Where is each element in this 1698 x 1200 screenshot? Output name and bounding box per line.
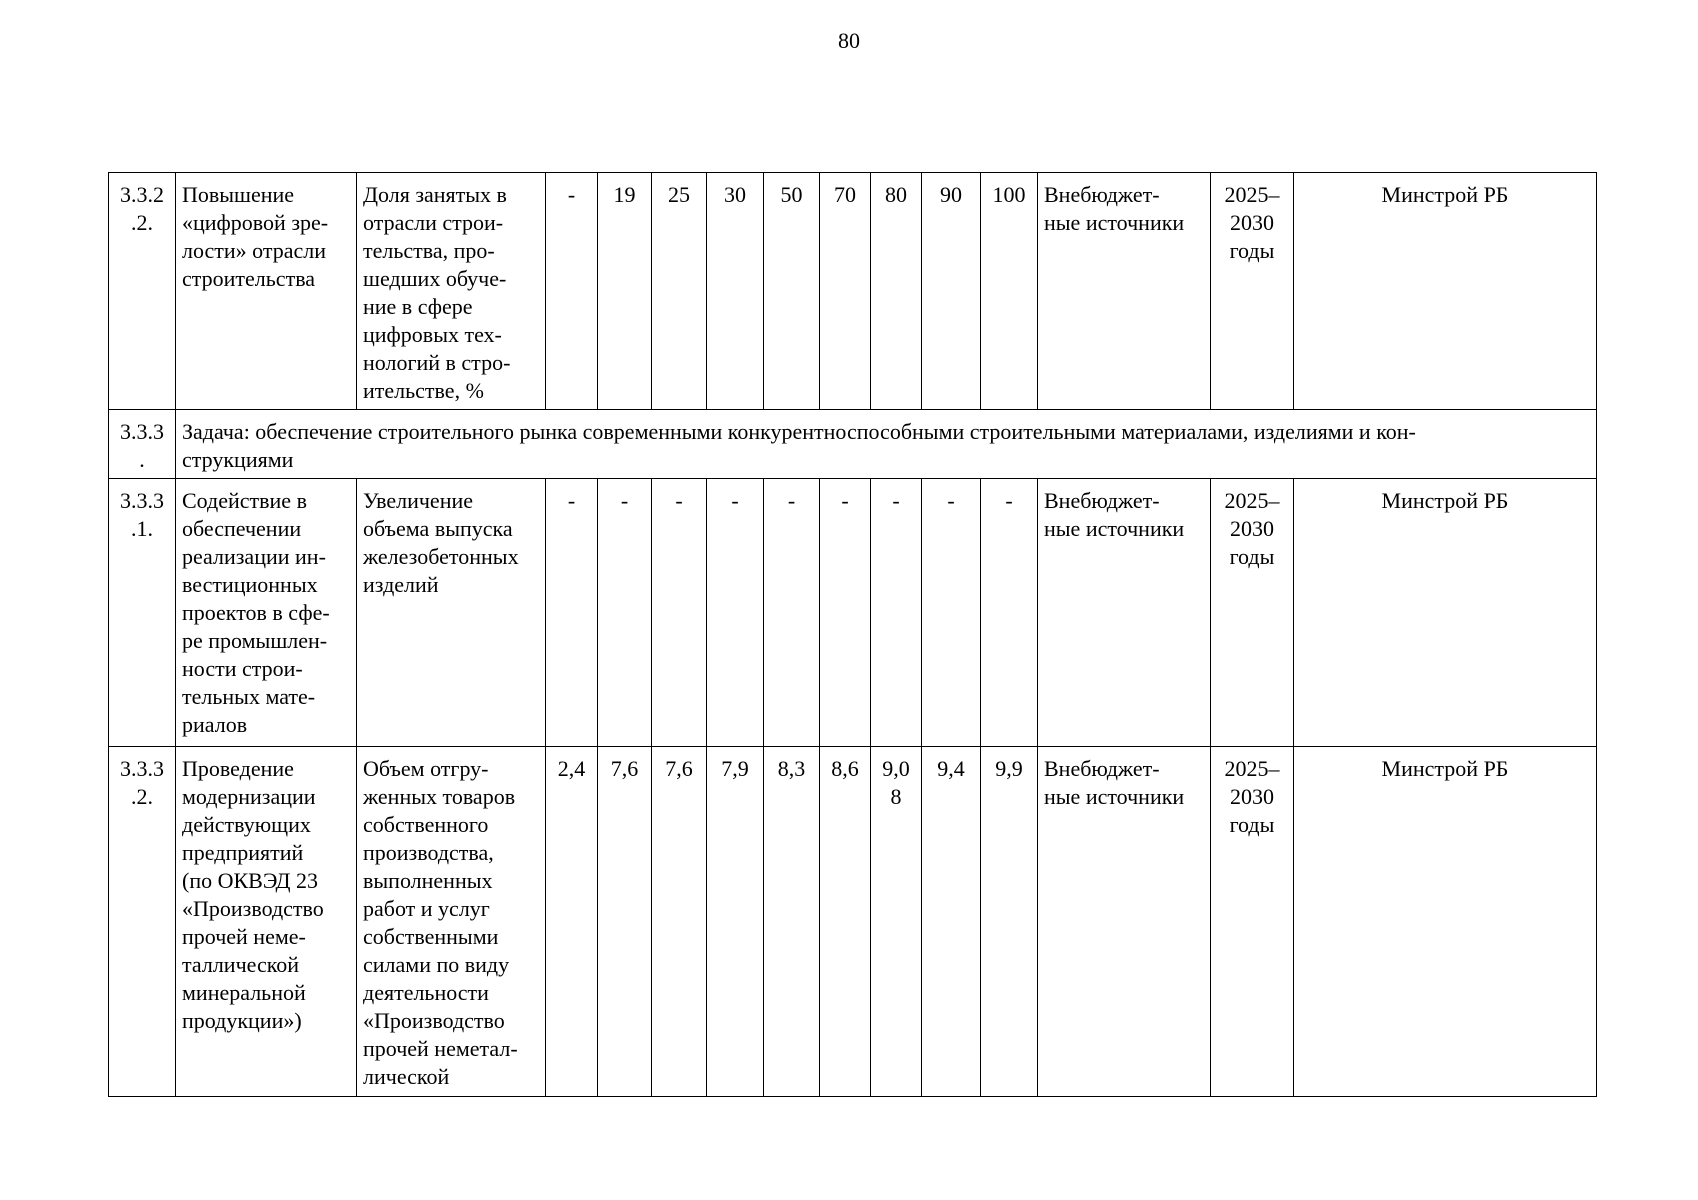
- value-cell: 19: [598, 173, 652, 410]
- funding-source-cell: Внебюджет- ные источники: [1038, 747, 1211, 1097]
- value-cell: 70: [820, 173, 871, 410]
- measure-cell: Повышение «цифровой зре- лости» отрасли строительства: [176, 173, 357, 410]
- measure-cell: Содействие в обеспечении реализации ин- вестиционных проектов в сфе- ре промышлен- ности строи- тельных мате- риалов: [176, 479, 357, 747]
- table-row: [109, 173, 1597, 410]
- value-cell: 7,6: [598, 747, 652, 1097]
- row-number: 3.3.3 .1.: [109, 479, 176, 747]
- executor-cell: Минстрой РБ: [1294, 173, 1597, 410]
- value-cell: -: [981, 479, 1038, 747]
- indicator-cell: Доля занятых в отрасли строи- тельства, про- шедших обуче- ние в сфере цифровых тех- нологий в стро- ительстве, %: [357, 173, 546, 410]
- task-row: [109, 410, 1597, 479]
- years-cell: 2025– 2030 годы: [1211, 747, 1294, 1097]
- value-cell: 7,6: [652, 747, 707, 1097]
- value-cell: -: [764, 479, 820, 747]
- value-cell: 25: [652, 173, 707, 410]
- row-number: 3.3.3 .2.: [109, 747, 176, 1097]
- task-text: Задача: обеспечение строительного рынка современными конкурентноспособными строительными материалами, изделиями и кон- струкциями: [176, 410, 1597, 479]
- table-row: [109, 747, 1597, 1097]
- value-cell: 7,9: [707, 747, 764, 1097]
- years-cell: 2025– 2030 годы: [1211, 173, 1294, 410]
- value-cell: 9,0 8: [871, 747, 922, 1097]
- executor-cell: Минстрой РБ: [1294, 479, 1597, 747]
- funding-source-cell: Внебюджет- ные источники: [1038, 479, 1211, 747]
- value-cell: 8,6: [820, 747, 871, 1097]
- indicator-cell: Увеличение объема выпуска железобетонных изделий: [357, 479, 546, 747]
- value-cell: 9,9: [981, 747, 1038, 1097]
- executor-cell: Минстрой РБ: [1294, 747, 1597, 1097]
- value-cell: 30: [707, 173, 764, 410]
- years-cell: 2025– 2030 годы: [1211, 479, 1294, 747]
- value-cell: -: [820, 479, 871, 747]
- value-cell: 2,4: [546, 747, 598, 1097]
- program-table: [108, 172, 1597, 1097]
- value-cell: 90: [922, 173, 981, 410]
- value-cell: -: [871, 479, 922, 747]
- value-cell: -: [652, 479, 707, 747]
- value-cell: 50: [764, 173, 820, 410]
- page-number: 80: [838, 28, 860, 53]
- value-cell: -: [598, 479, 652, 747]
- row-number: 3.3.2 .2.: [109, 173, 176, 410]
- value-cell: 9,4: [922, 747, 981, 1097]
- value-cell: -: [922, 479, 981, 747]
- value-cell: -: [707, 479, 764, 747]
- indicator-cell: Объем отгру- женных товаров собственного производства, выполненных работ и услуг собственными силами по виду деятельности «Производство прочей неметал- лической: [357, 747, 546, 1097]
- table-body: [109, 173, 1597, 1097]
- value-cell: 100: [981, 173, 1038, 410]
- value-cell: -: [546, 173, 598, 410]
- funding-source-cell: Внебюджет- ные источники: [1038, 173, 1211, 410]
- measure-cell: Проведение модернизации действующих предприятий (по ОКВЭД 23 «Производство прочей неме- таллической минеральной продукции»): [176, 747, 357, 1097]
- value-cell: -: [546, 479, 598, 747]
- table-row: [109, 479, 1597, 747]
- row-number: 3.3.3 .: [109, 410, 176, 479]
- value-cell: 80: [871, 173, 922, 410]
- value-cell: 8,3: [764, 747, 820, 1097]
